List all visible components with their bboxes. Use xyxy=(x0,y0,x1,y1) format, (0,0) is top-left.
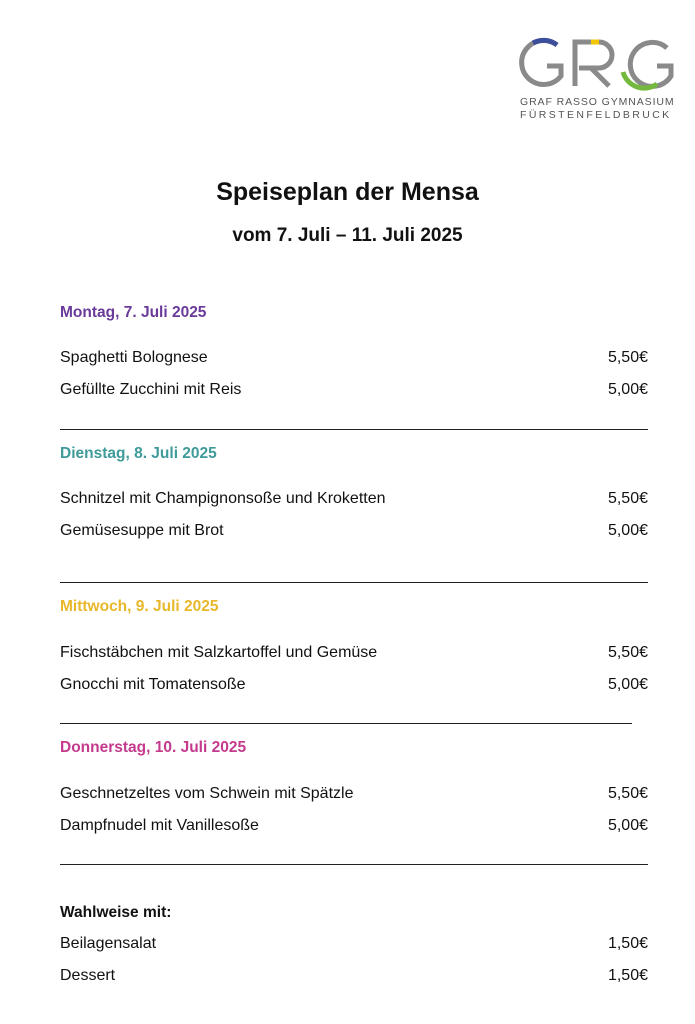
page-title: Speiseplan der Mensa xyxy=(216,178,479,206)
logo-r-bowl xyxy=(579,42,612,86)
logo-school-city: FÜRSTENFELDBRUCK xyxy=(520,109,672,121)
menu-item-name: Geschnetzeltes vom Schwein mit Spätzle xyxy=(60,785,354,802)
logo-g-left-gray xyxy=(522,40,561,84)
menu-item-price: 5,00€ xyxy=(607,522,648,539)
logo-g-left-blue xyxy=(533,40,557,45)
page-subtitle: vom 7. Juli – 11. Juli 2025 xyxy=(232,225,463,246)
day-heading-tuesday: Dienstag, 8. Juli 2025 xyxy=(60,445,217,462)
menu-item-name: Fischstäbchen mit Salzkartoffel und Gemüse xyxy=(60,644,378,661)
extra-item-name: Dessert xyxy=(60,967,116,984)
logo-school-name: GRAF RASSO GYMNASIUM xyxy=(520,96,675,108)
school-logo xyxy=(517,36,677,126)
menu-item-price: 5,50€ xyxy=(607,785,648,802)
divider xyxy=(60,429,648,430)
logo-r-stem xyxy=(575,42,591,86)
menu-item-price: 5,50€ xyxy=(607,349,648,366)
divider xyxy=(60,723,632,724)
extra-item-price: 1,50€ xyxy=(607,967,648,984)
menu-item-price: 5,50€ xyxy=(607,644,648,661)
menu-item-name: Gemüsesuppe mit Brot xyxy=(60,522,224,539)
menu-item-price: 5,00€ xyxy=(607,381,648,398)
menu-item-name: Gnocchi mit Tomatensoße xyxy=(60,676,246,693)
extra-item-name: Beilagensalat xyxy=(60,935,157,952)
divider xyxy=(60,582,648,583)
logo-g-right-gray xyxy=(630,42,671,86)
divider xyxy=(60,864,648,865)
menu-item-name: Spaghetti Bolognese xyxy=(60,349,208,366)
menu-item-name: Schnitzel mit Champignonsoße und Kroketten xyxy=(60,490,386,507)
menu-item-name: Gefüllte Zucchini mit Reis xyxy=(60,381,242,398)
menu-item-name: Dampfnudel mit Vanillesoße xyxy=(60,817,259,834)
day-heading-thursday: Donnerstag, 10. Juli 2025 xyxy=(60,739,247,756)
day-heading-wednesday: Mittwoch, 9. Juli 2025 xyxy=(60,598,219,615)
day-heading-monday: Montag, 7. Juli 2025 xyxy=(60,304,207,321)
extras-heading: Wahlweise mit: xyxy=(60,904,172,921)
extra-item-price: 1,50€ xyxy=(607,935,648,952)
menu-item-price: 5,00€ xyxy=(607,817,648,834)
menu-item-price: 5,50€ xyxy=(607,490,648,507)
grg-logo-mark xyxy=(517,36,677,92)
menu-item-price: 5,00€ xyxy=(607,676,648,693)
